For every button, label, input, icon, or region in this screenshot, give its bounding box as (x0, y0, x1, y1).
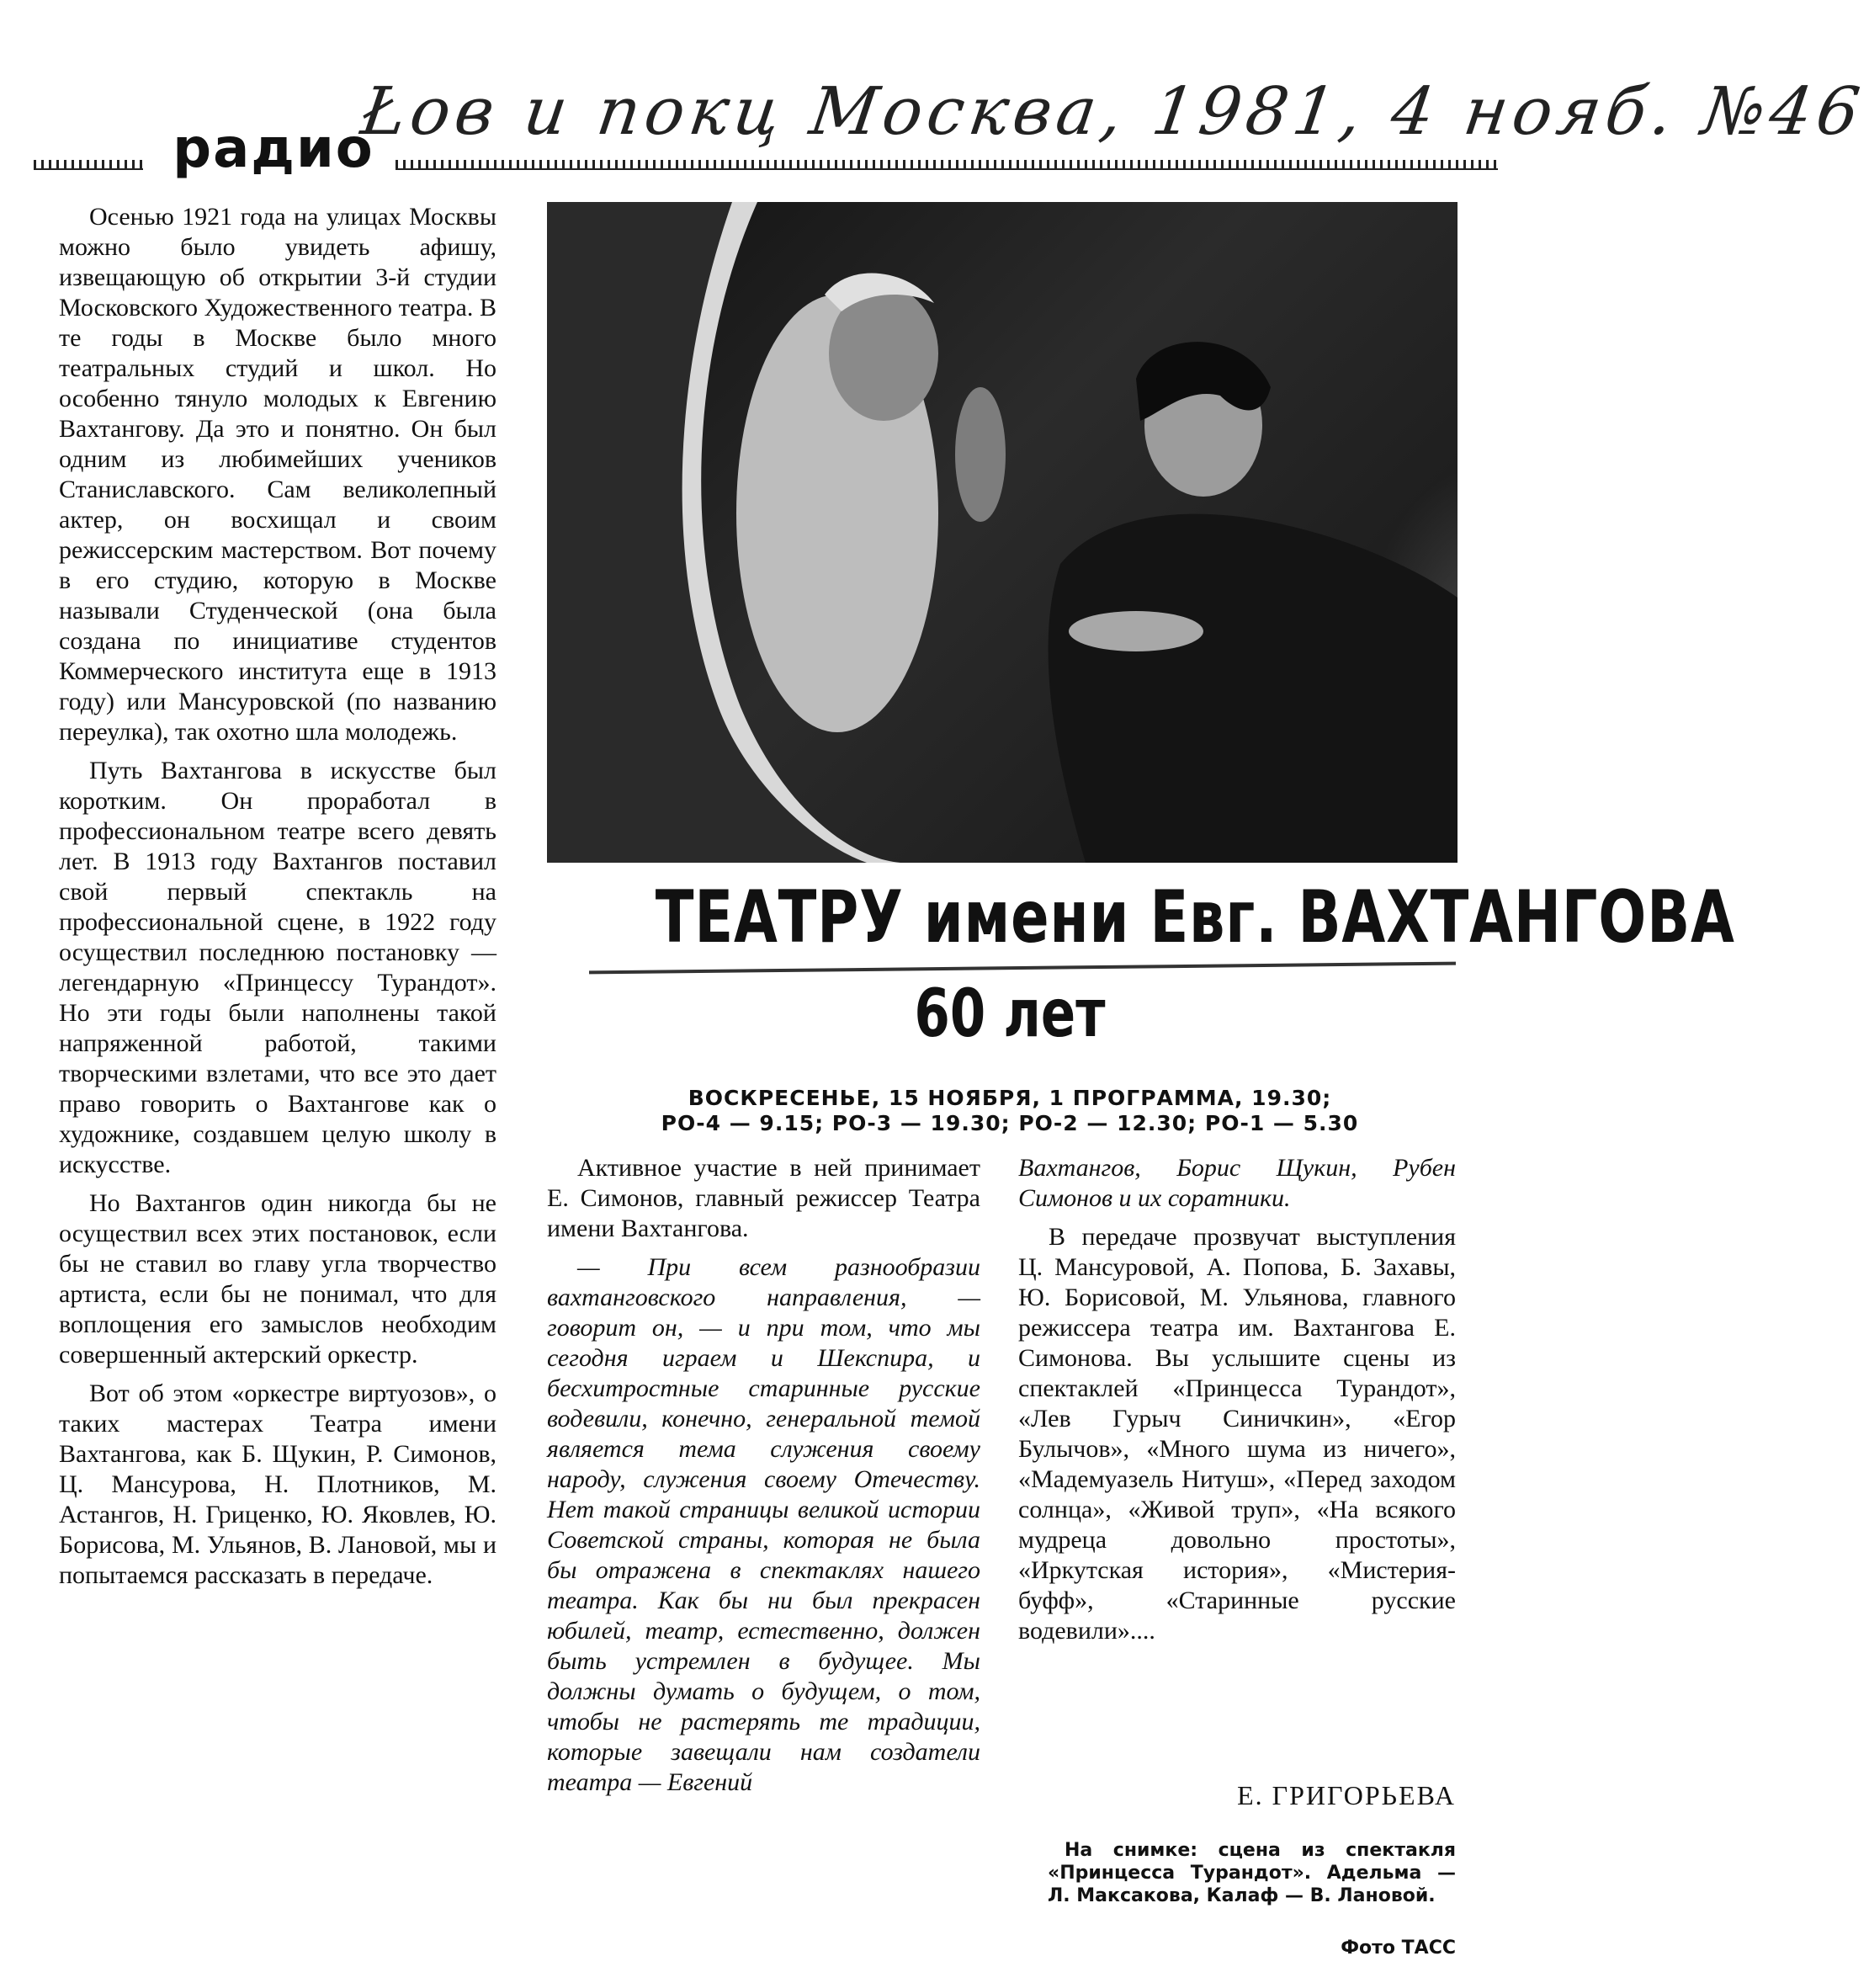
paragraph: В передаче прозвучат выступления Ц. Мансуровой, А. Попова, Б. Захавы, Ю. Борисовой, М. Ульянова, главного режиссера театра им. Вахтангова Е. Симонова. Вы услышите сцены из спектаклей «Принцесса Турандот», «Лев Гурыч Синичкин», «Егор Булычов», «Много шума из ничего», «Мадемуазель Нитуш», «Перед заходом солнца», «Живой труп», «На всякого мудреца довольно простоты», «Иркутская история», «Мистерия-буфф», «Старинные русские водевили».... (1018, 1223, 1456, 1645)
middle-column (547, 1153, 980, 1806)
photo-caption: На снимке: сцена из спектакля «Принцесса Турандот». Адельма — Л. Максакова, Калаф — В. Лановой. (1048, 1840, 1456, 1906)
right-column (1018, 1153, 1456, 1655)
quote-paragraph: — При всем разнообразии вахтанговского направления, — говорит он, — и при том, что мы сегодня играем и Шекспира, и бесхитростные старинные русские водевили, конечно, генеральной темой является тема служения своему народу, служения своему Отечеству. Нет такой страницы великой истории Советской страны, которая не была бы отражена в спектаклях нашего театра. Как бы ни был прекрасен юбилей, театр, естественно, должен быть устремлен в будущее. Мы должны думать о будущем, о том, чтобы не растерять те традиции, которые завещали нам создатели театра — Евгений (547, 1253, 980, 1796)
author-signature: Е. ГРИГОРЬЕВА (1237, 1780, 1456, 1810)
rubric-title: радио (173, 118, 374, 180)
paragraph: Но Вахтангов один никогда бы не осуществил всех этих постановок, если бы не ставил во главу угла творчество артиста, если бы не понимал, что для воплощения его замыслов необходим совершенный актерский оркестр. (59, 1189, 496, 1369)
left-column (59, 202, 496, 1599)
paragraph: Активное участие в ней принимает Е. Симонов, главный режиссер Театра имени Вахтангова. (547, 1154, 980, 1242)
stage-photo-scene (547, 202, 1458, 863)
rubric-header (34, 118, 1498, 185)
rubric-ornament-left (34, 160, 143, 170)
handwritten-note: Łов и покц Москва, 1981, 4 нояб. №46 (356, 74, 1869, 150)
stage-photo (547, 202, 1458, 863)
rubric-ornament-right (396, 160, 1498, 170)
headline: ТЕАТРУ имени Евг. ВАХТАНГОВА (655, 875, 1735, 959)
broadcast-schedule (555, 1086, 1464, 1136)
photo-credit: Фото ТАСС (1341, 1938, 1456, 1959)
headline-underline (589, 962, 1456, 975)
schedule-line: РО-4 — 9.15; РО-3 — 19.30; РО-2 — 12.30; РО-1 — 5.30 (661, 1111, 1359, 1135)
paragraph: Осенью 1921 года на улицах Москвы можно было увидеть афишу, извещающую об открытии 3-й студии Московского Художественного театра. В те годы в Москве было много театральных студий и школ. Но особенно тянуло молодых к Евгению Вахтангову. Да это и понятно. Он был одним из любимейших учеников Станиславского. Сам великолепный актер, он восхищал и своим режиссерским мастерством. Вот почему в его студию, которую в Москве называли Студенческой (она была создана по инициативе студентов Коммерческого института еще в 1913 году) или Мансуровской (по названию переулка), так охотно шла молодежь. (59, 203, 496, 746)
paragraph: Вот об этом «оркестре виртуозов», о таких мастерах Театра имени Вахтангова, как Б. Щукин, Р. Симонов, Ц. Мансурова, Н. Плотников, М. Астангов, Н. Гриценко, Ю. Яковлев, Ю. Борисова, М. Ульянов, В. Лановой, мы и попытаемся рассказать в передаче. (59, 1379, 496, 1589)
headline-subtitle: 60 лет (914, 976, 1106, 1052)
schedule-line: ВОСКРЕСЕНЬЕ, 15 НОЯБРЯ, 1 ПРОГРАММА, 19.30; (688, 1086, 1332, 1110)
quote-ending: Вахтангов, Борис Щукин, Рубен Симонов и их соратники. (1018, 1154, 1456, 1212)
paragraph: Путь Вахтангова в искусстве был коротким. Он проработал в профессиональном театре всего девять лет. В 1913 году Вахтангов поставил свой первый спектакль на профессиональной сцене, в 1922 году осуществил последнюю постановку — легендарную «Принцессу Турандот». Но эти годы были наполнены такой напряженной работой, такими творческими взлетами, что все это дает право говорить о Вахтангове как о художнике, создавшем целую школу в искусстве. (59, 757, 496, 1178)
